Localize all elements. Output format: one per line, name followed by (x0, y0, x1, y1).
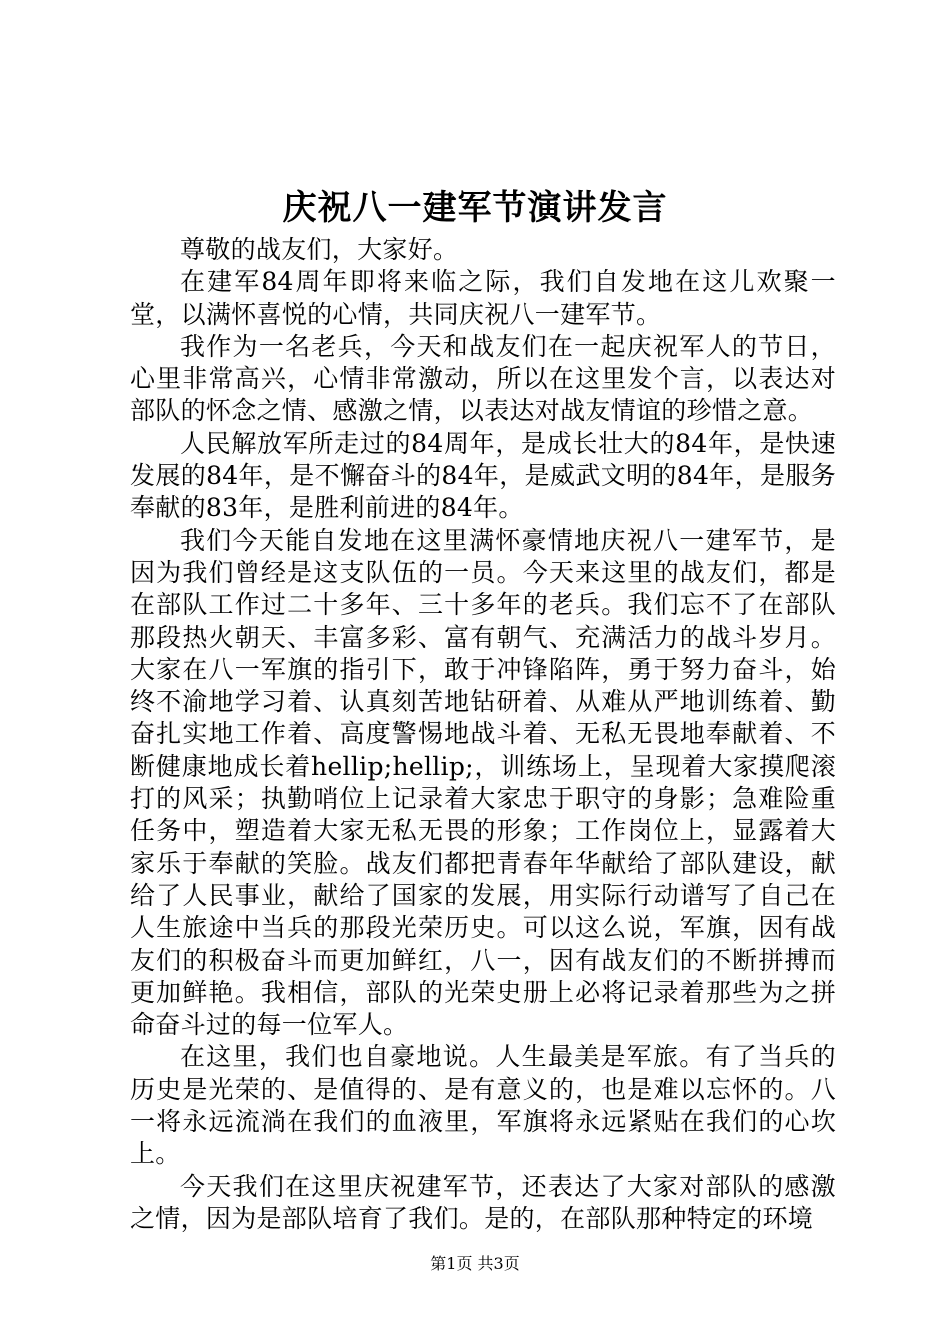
paragraph-history: 人民解放军所走过的84周年，是成长壮大的84年，是快速发展的84年，是不懈奋斗的84年，是威武文明的84年，是服务奉献的83年，是胜利前进的84年。 (130, 428, 836, 523)
paragraph-gratitude: 今天我们在这里庆祝建军节，还表达了大家对部队的感激之情，因为是部队培育了我们。是的，在部队那种特定的环境 (130, 1171, 836, 1233)
page-number-footer: 第1页 共3页 (430, 1254, 520, 1273)
paragraph-intro: 我作为一名老兵，今天和战友们在一起庆祝军人的节日，心里非常高兴，心情非常激动，所以在这里发个言，以表达对部队的怀念之情、感激之情，以表达对战友情谊的珍惜之意。 (130, 331, 836, 426)
document-title: 庆祝八一建军节演讲发言 (282, 188, 668, 228)
paragraph-pride: 在这里，我们也自豪地说。人生最美是军旅。有了当兵的历史是光荣的、是值得的、是有意义的，也是难以忘怀的。八一将永远流淌在我们的血液里，军旗将永远紧贴在我们的心坎上。 (130, 1042, 836, 1169)
paragraph-memories: 我们今天能自发地在这里满怀豪情地庆祝八一建军节，是因为我们曾经是这支队伍的一员。今天来这里的战友们，都是在部队工作过二十多年、三十多年的老兵。我们忘不了在部队那段热火朝天、丰富多彩、富有朝气、充满活力的战斗岁月。大家在八一军旗的指引下，敢于冲锋陷阵，勇于努力奋斗，始终不渝地学习着、认真刻苦地钻研着、从难从严地训练着、勤奋扎实地工作着、高度警惕地战斗着、无私无畏地奉献着、不断健康地成长着hellip;hellip;，训练场上，呈现着大家摸爬滚打的风采；执勤哨位上记录着大家忠于职守的身影；急难险重任务中，塑造着大家无私无畏的形象；工作岗位上，显露着大家乐于奉献的笑脸。战友们都把青春年华献给了部队建设，献给了人民事业，献给了国家的发展，用实际行动谱写了自己在人生旅途中当兵的那段光荣历史。可以这么说，军旗，因有战友们的积极奋斗而更加鲜红，八一，因有战友们的不断拼搏而更加鲜艳。我相信，部队的光荣史册上必将记录着那些为之拼命奋斗过的每一位军人。 (130, 525, 836, 1040)
paragraph-occasion: 在建军84周年即将来临之际，我们自发地在这儿欢聚一堂，以满怀喜悦的心情，共同庆祝八一建军节。 (130, 267, 836, 329)
paragraph-greeting: 尊敬的战友们，大家好。 (180, 235, 459, 264)
document-body (130, 234, 836, 1235)
